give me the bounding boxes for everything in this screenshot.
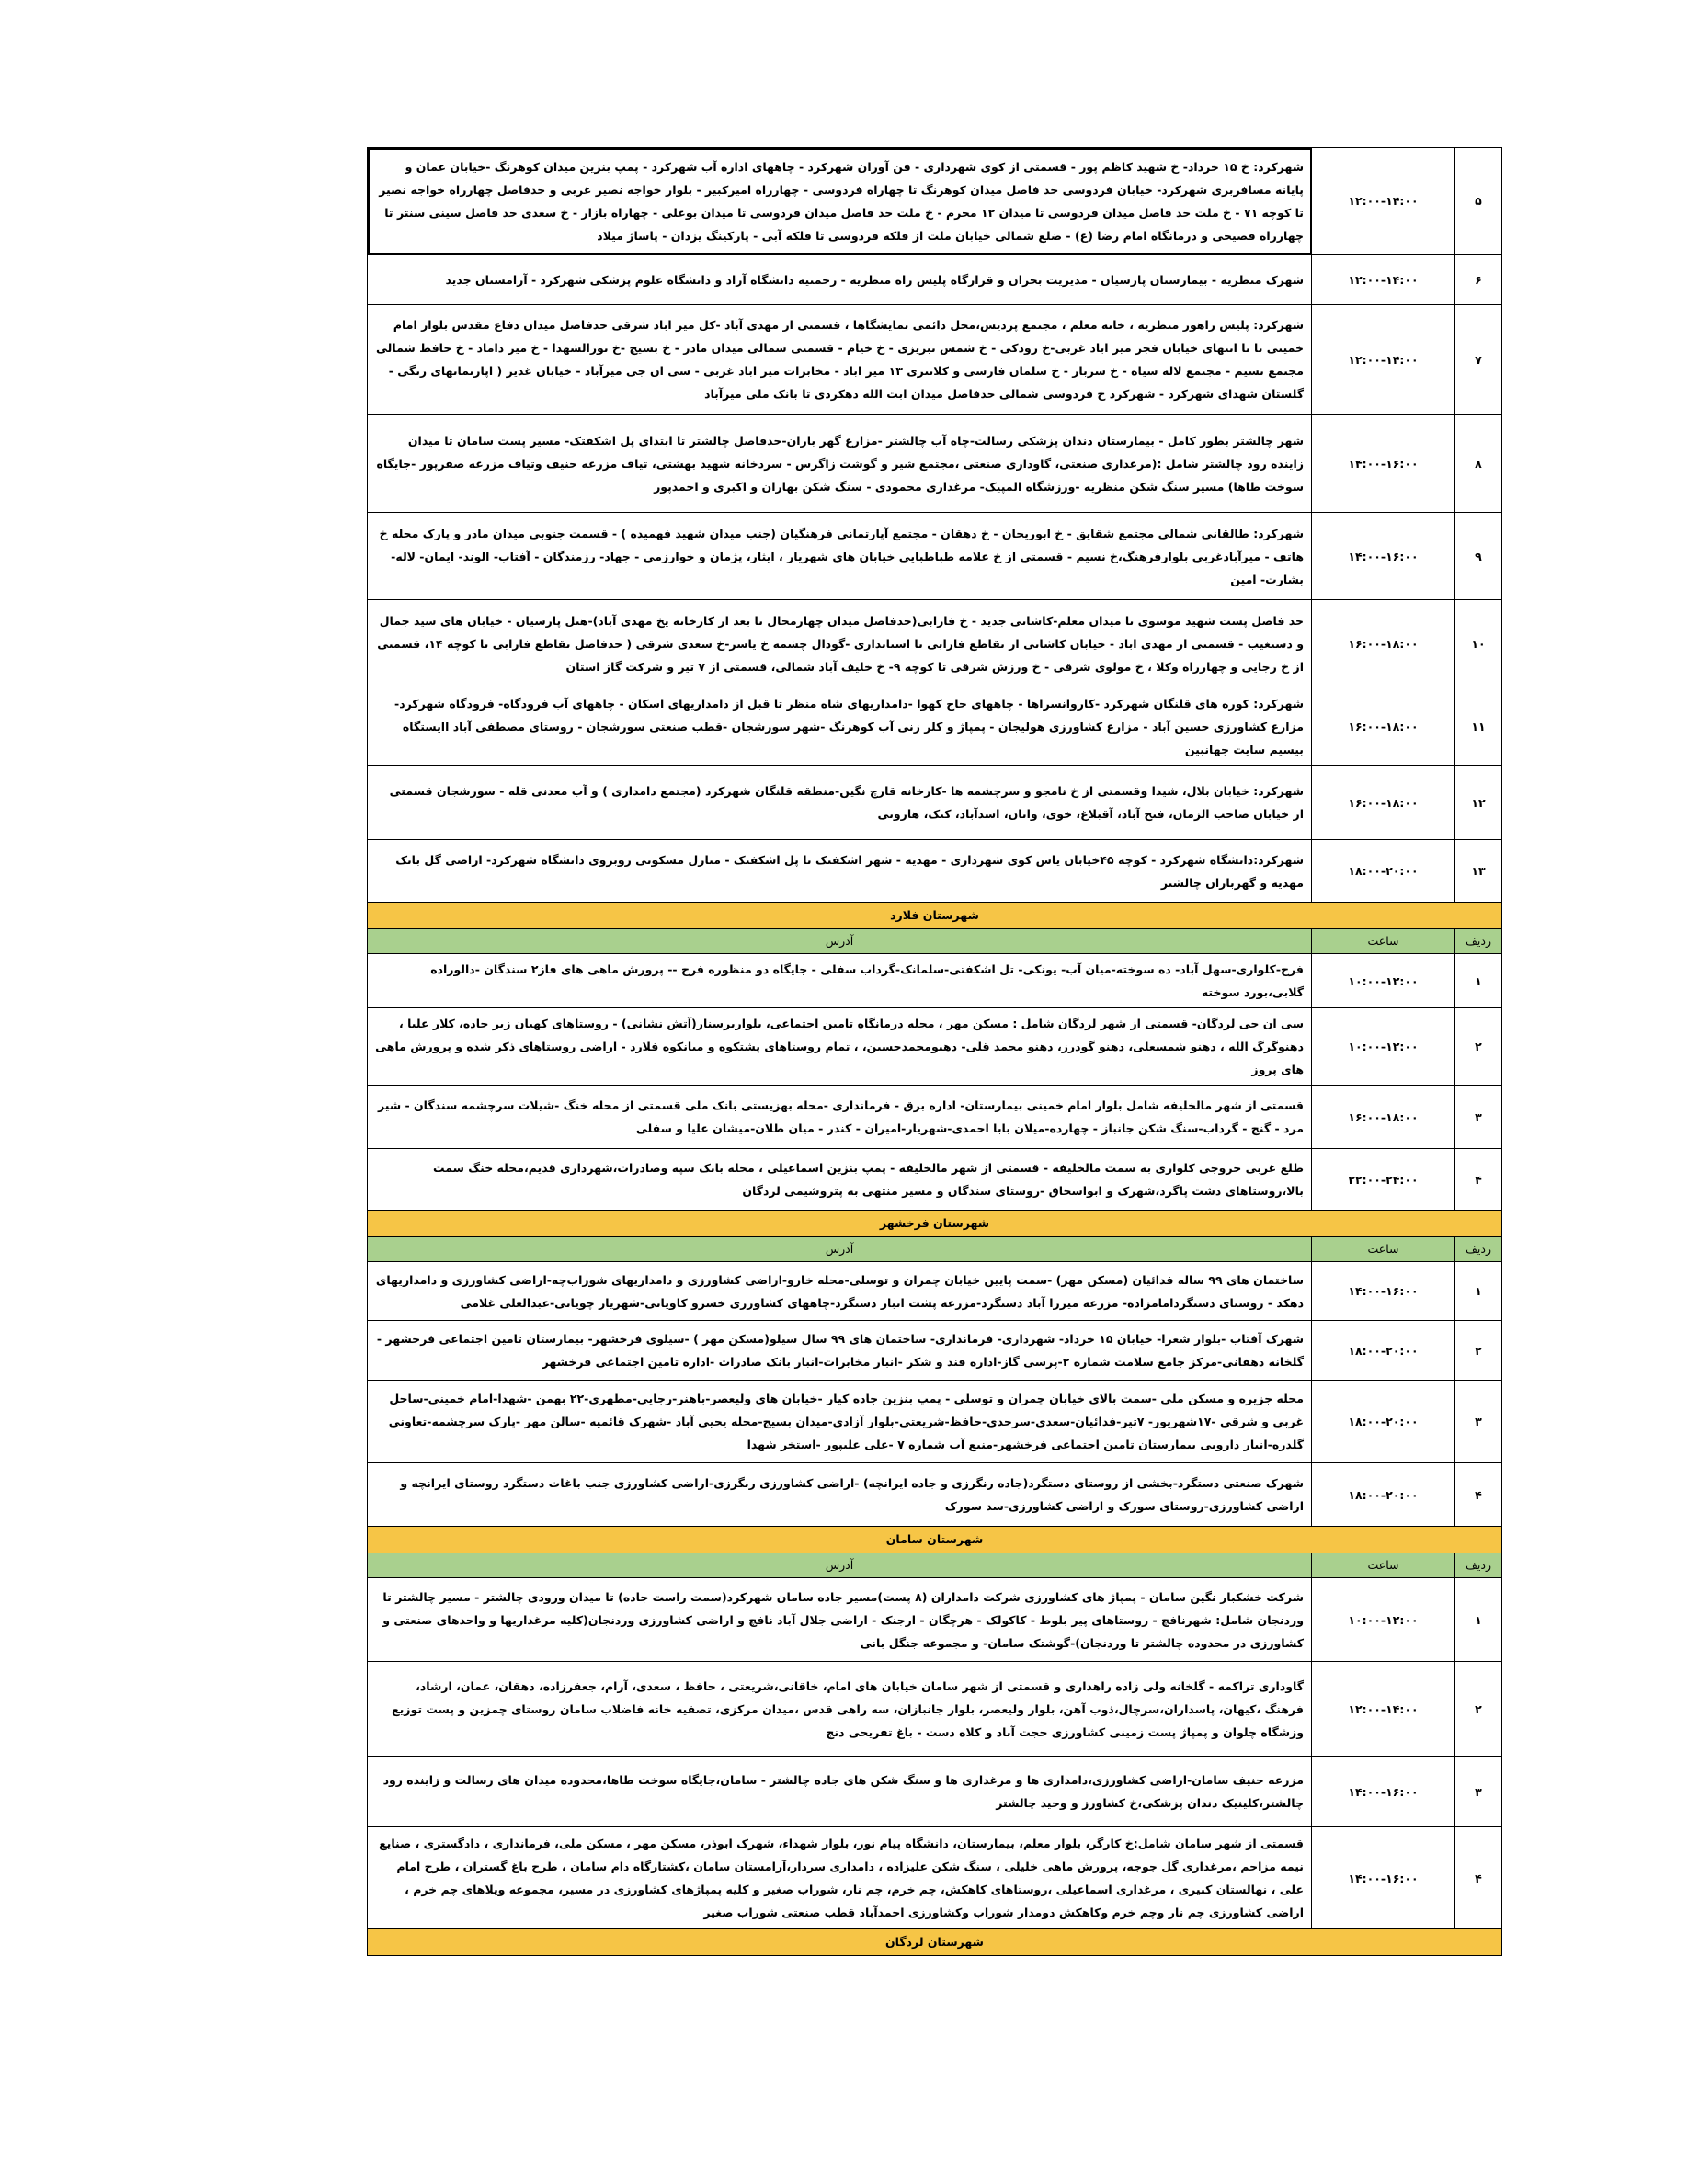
table-row (368, 600, 1502, 688)
row-number: ۲ (1455, 1008, 1502, 1086)
city-name: شهرستان لردگان (368, 1929, 1502, 1956)
outage-time: ۱۲:۰۰-۱۴:۰۰ (1312, 1662, 1455, 1757)
city-section-header (368, 1929, 1502, 1956)
column-header-row (368, 929, 1502, 954)
table-row (368, 1757, 1502, 1827)
outage-address: قسمتی از شهر مالخلیفه شامل بلوار امام خمینی بیمارستان- اداره برق - فرمانداری -محله بهزیستی بانک ملی قسمتی از محله خنگ -شیلات سرچشمه سندگان - شیر مرد - گنج - گرداب-سنگ شکن جانباز - چهارده-میلان بابا احمدی-شهریار-امیران - کندر - میان طلان-میشان علیا و سفلی (368, 1086, 1312, 1149)
row-number: ۳ (1455, 1757, 1502, 1827)
outage-time: ۱۰:۰۰-۱۲:۰۰ (1312, 1578, 1455, 1662)
row-number: ۲ (1455, 1321, 1502, 1381)
outage-address: قسمتی از شهر سامان شامل:خ کارگر، بلوار معلم، بیمارستان، دانشگاه پیام نور، بلوار شهداء، شهرک ابوذر، مسکن مهر ، مسکن ملی، فرمانداری ، دادگستری ، صنایع نیمه مزاحم ،مرغداری گل جوجه، پرورش ماهی خلیلی ، سنگ شکن علیزاده ، دامداری سردار،آرامستان سامان ،کشتارگاه دام سامان ، طرح باغ گستران ، طرح امام علی ، نهالستان کبیری ، مرغداری اسماعیلی ،روستاهای کاهکش، چم خرم، چم نار، شوراب صغیر و کلیه پمپاژهای کشاورزی در مسیر، مجموعه ویلاهای چم خرم ، اراضی کشاورزی چم نار وچم خرم وکاهکش دومدار شوراب وکشاورزی احمدآباد قطب صنعتی شوراب صغیر (368, 1827, 1312, 1929)
schedule-body (368, 148, 1502, 1956)
row-number: ۱ (1455, 1578, 1502, 1662)
outage-time: ۱۲:۰۰-۱۴:۰۰ (1312, 255, 1455, 305)
table-row (368, 513, 1502, 600)
outage-schedule-table (367, 147, 1502, 1956)
row-number: ۱ (1455, 954, 1502, 1008)
header-row-number: ردیف (1455, 1553, 1502, 1578)
row-number: ۷ (1455, 305, 1502, 415)
outage-time: ۱۸:۰۰-۲۰:۰۰ (1312, 1321, 1455, 1381)
city-name: شهرستان فرخشهر (368, 1211, 1502, 1237)
row-number: ۴ (1455, 1463, 1502, 1527)
row-number: ۱۲ (1455, 766, 1502, 840)
outage-time: ۱۶:۰۰-۱۸:۰۰ (1312, 1086, 1455, 1149)
outage-schedule-sheet (367, 147, 1501, 1956)
table-row (368, 1463, 1502, 1527)
header-address: آدرس (368, 929, 1312, 954)
outage-time: ۱۶:۰۰-۱۸:۰۰ (1312, 600, 1455, 688)
row-number: ۱ (1455, 1262, 1502, 1321)
outage-time: ۱۰:۰۰-۱۲:۰۰ (1312, 954, 1455, 1008)
header-time: ساعت (1312, 929, 1455, 954)
outage-time: ۱۸:۰۰-۲۰:۰۰ (1312, 840, 1455, 903)
row-number: ۱۰ (1455, 600, 1502, 688)
outage-address: شهرکرد: طالقانی شمالی مجتمع شقایق - خ ابوریحان - خ دهقان - مجتمع آپارتمانی فرهنگیان (جنب میدان شهید فهمیده ) - قسمت جنوبی میدان مادر و پارک محله خ هاتف - میرآبادغربی بلوارفرهنگ،خ نسیم - قسمتی از خ علامه طباطبایی خیابان های شهریار ، ایثار، پژمان و خوارزمی - جهاد- رزمندگان - آفتاب- الوند- ایمان- لاله- بشارت- امین (368, 513, 1312, 600)
table-row (368, 1008, 1502, 1086)
row-number: ۶ (1455, 255, 1502, 305)
row-number: ۵ (1455, 148, 1502, 255)
table-row (368, 1662, 1502, 1757)
outage-address: حد فاصل پست شهید موسوی تا میدان معلم-کاشانی جدید - خ فارابی(حدفاصل میدان چهارمحال تا بعد از کارخانه یخ مهدی آباد)-هتل پارسیان - خیابان های سید جمال و دستغیب - قسمتی از مهدی اباد - خیابان کاشانی از تقاطع فارابی تا استانداری -گودال چشمه خ یاسر-خ سعدی شرقی ( حدفاصل تقاطع فارابی تا کوچه ۱۴، قسمتی از خ رجایی و چهارراه وکلا ، خ مولوی شرقی - خ ورزش شرقی تا کوچه ۹- خ خلیف آباد شمالی، قسمتی از ۷ تیر و شرکت گاز استان (368, 600, 1312, 688)
row-number: ۱۱ (1455, 688, 1502, 766)
city-section-header (368, 1211, 1502, 1237)
outage-time: ۱۰:۰۰-۱۲:۰۰ (1312, 1008, 1455, 1086)
header-row-number: ردیف (1455, 1237, 1502, 1262)
outage-time: ۱۸:۰۰-۲۰:۰۰ (1312, 1381, 1455, 1463)
header-address: آدرس (368, 1553, 1312, 1578)
table-row (368, 148, 1502, 255)
outage-time: ۱۲:۰۰-۱۴:۰۰ (1312, 305, 1455, 415)
table-row (368, 1578, 1502, 1662)
outage-time: ۱۶:۰۰-۱۸:۰۰ (1312, 766, 1455, 840)
column-header-row (368, 1237, 1502, 1262)
table-row (368, 1827, 1502, 1929)
column-header-row (368, 1553, 1502, 1578)
outage-address: سی ان جی لردگان- قسمتی از شهر لردگان شامل : مسکن مهر ، محله درمانگاه تامین اجتماعی، بلواربرسنار(آتش نشانی) - روستاهای کهیان زیر جاده، کلار علیا ، دهنوگرگ الله ، دهنو شمسعلی، دهنو گودرز، دهنو محمد قلی- دهنومحمدحسین، ، تمام روستاهای پشتکوه و میانکوه فلارد - اراضی روستاهای ذکر شده و پرورش ماهی های پروز (368, 1008, 1312, 1086)
outage-address: شرکت خشکبار نگین سامان - پمپاژ های کشاورزی شرکت دامداران (۸ پست)مسیر جاده سامان شهرکرد(سمت راست جاده) تا میدان ورودی چالشتر - مسیر چالشتر تا وردنجان شامل: شهرنافچ - روستاهای پیر بلوط - کاکولک - هرچگان - ارجنک - اراضی جلال آباد نافچ و اراضی کشاورزی وردنجان(کلیه مرغداریها و واحدهای صنعتی و کشاورزی در محدوده چالشتر تا وردنجان)-گوشتک سامان- و مجموعه جنگل بانی (368, 1578, 1312, 1662)
outage-time: ۱۲:۰۰-۱۴:۰۰ (1312, 148, 1455, 255)
table-row (368, 415, 1502, 513)
outage-address: شهرک صنعتی دستگرد-بخشی از روستای دستگرد(جاده رنگرزی و جاده ایرانچه) -اراضی کشاورزی رنگرزی-اراضی کشاورزی جنب باغات دستگرد روستای ایرانچه و اراضی کشاورزی-روستای سورک و اراضی کشاورزی-سد سورک (368, 1463, 1312, 1527)
outage-address: طلع غربی خروجی کلواری به سمت مالخلیفه - قسمتی از شهر مالخلیفه - پمپ بنزین اسماعیلی ، محله بانک سپه وصادرات،شهرداری قدیم،محله خنگ سمت بالا،روستاهای دشت پاگرد،شهرک و ابواسحاق -روستای سندگان و مسیر منتهی به پتروشیمی لردگان (368, 1149, 1312, 1211)
table-row (368, 840, 1502, 903)
outage-address: شهرکرد: خ ۱۵ خرداد- خ شهید کاظم پور - قسمتی از کوی شهرداری - فن آوران شهرکرد - چاههای اداره آب شهرکرد - پمپ بنزین میدان کوهرنگ -خیابان عمان و پایانه مسافربری شهرکرد- خیابان فردوسی حد فاصل میدان کوهرنگ تا چهاراه فردوسی - چهارراه امیرکبیر - بلوار خواجه نصیر غربی و حدفاصل چهارراه خواجه نصیر تا کوچه ۷۱ - خ ملت حد فاصل میدان فردوسی تا میدان ۱۲ محرم - خ ملت حد فاصل میدان فردوسی تا میدان بوعلی - چهاراه بازار - خ سعدی حد فاصل سینی سنتر تا چهارراه فصیحی و درمانگاه امام رضا (ع) - ضلع شمالی خیابان ملت از فلکه فردوسی تا فلکه آبی - پارکینگ یزدان - پاساژ میلاد (368, 148, 1312, 255)
row-number: ۳ (1455, 1381, 1502, 1463)
row-number: ۱۳ (1455, 840, 1502, 903)
outage-time: ۱۴:۰۰-۱۶:۰۰ (1312, 415, 1455, 513)
table-row (368, 305, 1502, 415)
row-number: ۳ (1455, 1086, 1502, 1149)
table-row (368, 255, 1502, 305)
outage-address: فرح-کلواری-سهل آباد- ده سوخته-میان آب- یونکی- تل اشکفتی-سلمانک-گرداب سفلی - جایگاه دو منظوره فرح -- پرورش ماهی های فاز۲ سندگان -دالوراده گلابی،بورد سوخته (368, 954, 1312, 1008)
outage-time: ۱۶:۰۰-۱۸:۰۰ (1312, 688, 1455, 766)
table-row (368, 1381, 1502, 1463)
outage-time: ۱۴:۰۰-۱۶:۰۰ (1312, 513, 1455, 600)
table-row (368, 954, 1502, 1008)
outage-time: ۱۴:۰۰-۱۶:۰۰ (1312, 1262, 1455, 1321)
outage-time: ۱۴:۰۰-۱۶:۰۰ (1312, 1827, 1455, 1929)
row-number: ۹ (1455, 513, 1502, 600)
header-time: ساعت (1312, 1553, 1455, 1578)
outage-address: شهرک آفتاب -بلوار شعرا- خیابان ۱۵ خرداد- شهرداری- فرمانداری- ساختمان های ۹۹ سال سیلو(مسکن مهر ) -سیلوی فرخشهر- بیمارستان تامین اجتماعی فرخشهر - گلخانه دهقانی-مرکز جامع سلامت شماره ۲-پرسی گاز-اداره قند و شکر -انبار مخابرات-انبار بانک صادرات -اداره تامین اجتماعی فرخشهر (368, 1321, 1312, 1381)
outage-address: محله جزیره و مسکن ملی -سمت بالای خیابان چمران و توسلی - پمپ بنزین جاده کیار -خیابان های ولیعصر-باهنر-رجایی-مطهری-۲۲ بهمن -شهدا-امام خمینی-ساحل غربی و شرقی -۱۷شهریور- ۷تیر-فدائیان-سعدی-سرحدی-حافظ-شریعتی-بلوار آزادی-میدان بسیج-محله یحیی آباد -شهرک قائمیه -سالن مهر -پارک سرچشمه-تعاونی گلدره-انبار داروبی بیمارستان تامین اجتماعی فرخشهر-منبع آب شماره ۷ -علی علیپور -استخر شهدا (368, 1381, 1312, 1463)
table-row (368, 766, 1502, 840)
city-section-header (368, 903, 1502, 929)
city-section-header (368, 1527, 1502, 1553)
outage-address: شهرکرد: پلیس راهور منظریه ، خانه معلم ، مجتمع پردیس،محل دائمی نمایشگاها ، قسمتی از مهدی آباد -کل میر اباد شرقی حدفاصل میدان دفاع مقدس بلوار امام خمینی تا تا انتهای خیابان فجر میر اباد غربی-خ رودکی - خ شمس تبریزی - خ خیام - قسمتی شمالی میدان مادر - خ بسیج -خ نورالشهدا - خ میر داماد - خ حافظ شمالی مجتمع نسیم - مجتمع لاله سیاه - خ سرباز - خ سلمان فارسی و کلانتری ۱۳ میر اباد - مخابرات میر اباد غربی - سی ان جی میرآباد - خیابان غدیر ( اپارتمانهای رنگی - گلستان شهدای شهرکرد - شهرکرد خ فردوسی شمالی حدفاصل میدان ابت الله دهکردی تا بانک ملی میرآباد (368, 305, 1312, 415)
outage-address: شهر چالشتر بطور کامل - بیمارستان دندان پزشکی رسالت-چاه آب چالشتر -مزارع گهر باران-حدفاصل چالشتر تا ابتدای پل اشکفتک- مسیر پست سامان تا میدان زاینده رود چالشتر شامل :(مرغداری صنعتی، گاوداری صنعتی ،مجتمع شیر و گوشت زاگرس - سردخانه شهید بهشتی، تیاف مزرعه حنیف وتیاف مزرعه صفرپور -جایگاه سوخت طاها) مسیر سنگ شکن منظریه -ورزشگاه المپیک- مرغداری محمودی - سنگ شکن بهاران و اکبری و احمدپور (368, 415, 1312, 513)
outage-address: شهرکرد: کوره های قلنگان شهرکرد -کاروانسراها - چاههای حاج کهوا -دامداریهای شاه منظر تا قبل از دامداریهای اسکان - چاههای آب فرودگاه- فرودگاه شهرکرد- مزارع کشاورزی حسین آباد - مزارع کشاورزی هولیجان - پمپاژ و کلر زنی آب کوهرنگ -شهر سورشجان -قطب صنعتی سورشجان - روستای مصطفی آباد اایستگاه بیسیم سایت جهانبین (368, 688, 1312, 766)
table-row (368, 688, 1502, 766)
table-row (368, 1262, 1502, 1321)
row-number: ۸ (1455, 415, 1502, 513)
row-number: ۴ (1455, 1149, 1502, 1211)
outage-time: ۱۴:۰۰-۱۶:۰۰ (1312, 1757, 1455, 1827)
outage-time: ۱۸:۰۰-۲۰:۰۰ (1312, 1463, 1455, 1527)
outage-address: شهرکرد:دانشگاه شهرکرد - کوچه ۴۵خیابان یاس کوی شهرداری - مهدیه - شهر اشکفتک تا پل اشکفتک - منازل مسکونی روبروی دانشگاه شهرکرد- اراضی گل بانک مهدیه و گهرباران چالشتر (368, 840, 1312, 903)
table-row (368, 1321, 1502, 1381)
outage-address: گاوداری تراکمه - گلخانه ولی زاده راهداری و قسمتی از شهر سامان خیابان های امام، خاقانی،شریعتی ، حافظ ، سعدی، آرام، جعفرزاده، دهقان، عمان، ارشاد، فرهنگ ،کیهان، پاسداران،سرچال،ذوب آهن، بلوار ولیعصر، بلوار جانبازان، سه راهی قدس ،میدان مرکزی، تصفیه خانه فاضلاب سامان روستای چمزین و پست توزیع وزشگاه چلوان و پمپاژ پست زمینی کشاورزی حجت آباد و کلاه دست - باغ تفریحی دنج (368, 1662, 1312, 1757)
row-number: ۴ (1455, 1827, 1502, 1929)
city-name: شهرستان فلارد (368, 903, 1502, 929)
outage-address: ساختمان های ۹۹ ساله فدائیان (مسکن مهر) -سمت پایین خیابان چمران و توسلی-محله خارو-اراضی کشاورزی و دامداریهای شوراب‌چه-اراضی کشاورزی و دامداریهای دهکد - روستای دستگردامامزاده- مزرعه میرزا آباد دستگرد-مزرعه پشت انبار دستگرد-چاههای کشاورزی خسرو کاویانی-شهریار چویانی-عبدالعلی غلامی (368, 1262, 1312, 1321)
city-name: شهرستان سامان (368, 1527, 1502, 1553)
header-address: آدرس (368, 1237, 1312, 1262)
outage-address: شهرکرد: خیابان بلال، شیدا وقسمتی از خ نامجو و سرچشمه ها -کارخانه قارچ نگین-منطقه قلنگان شهرکرد (مجتمع دامداری ) و آب معدنی قله - سورشجان قسمتی از خیابان صاحب الزمان، فتح آباد، آقبلاغ، خوی، وانان، اسدآباد، کنک، هارونی (368, 766, 1312, 840)
table-row (368, 1149, 1502, 1211)
outage-address: شهرک منظریه - بیمارستان پارسیان - مدیریت بحران و قرارگاه پلیس راه منظریه - رحمتیه دانشگاه آزاد و دانشگاه علوم پزشکی شهرکرد - آرامستان جدید (368, 255, 1312, 305)
row-number: ۲ (1455, 1662, 1502, 1757)
header-time: ساعت (1312, 1237, 1455, 1262)
outage-address: مزرعه حنیف سامان-اراضی کشاورزی،دامداری ها و مرغداری ها و سنگ شکن های جاده چالشتر - سامان،جایگاه سوخت طاها،محدوده میدان های رسالت و زاینده رود چالشتر،کلینیک دندان پزشکی،خ کشاورز و وحید چالشتر (368, 1757, 1312, 1827)
table-row (368, 1086, 1502, 1149)
outage-time: ۲۲:۰۰-۲۴:۰۰ (1312, 1149, 1455, 1211)
header-row-number: ردیف (1455, 929, 1502, 954)
